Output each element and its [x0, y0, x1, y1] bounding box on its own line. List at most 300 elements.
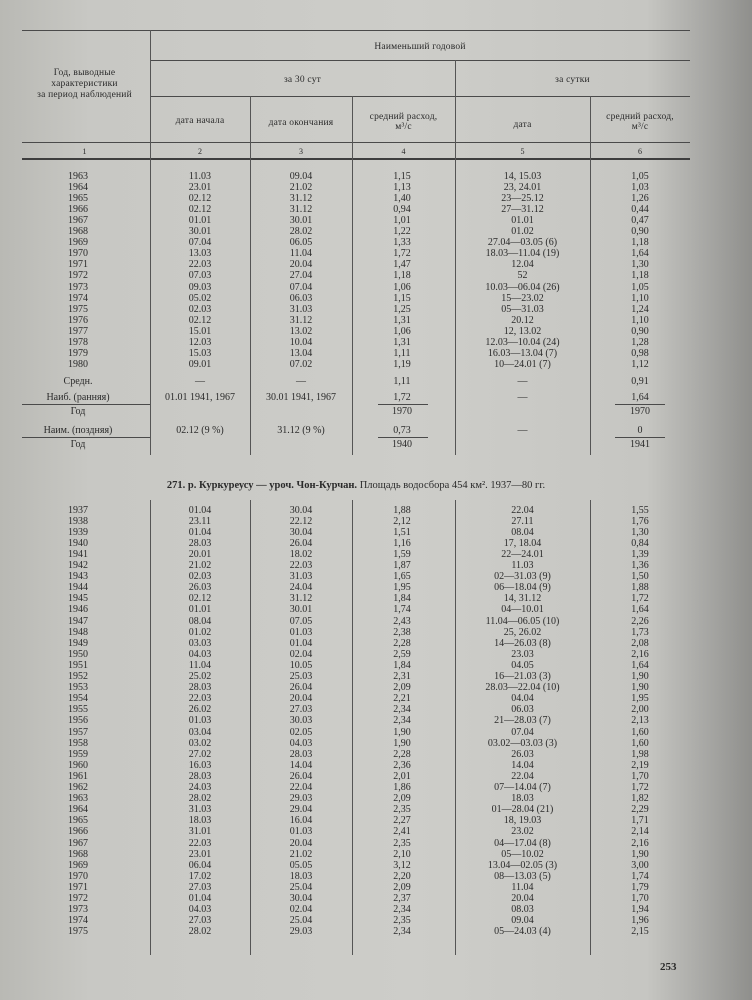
section2-title-details: Площадь водосбора 454 км². 1937—80 гг. [357, 480, 546, 491]
column-number: 1 [82, 147, 87, 156]
col1-header-line: за период наблюдений [37, 90, 132, 100]
mean-day-cell: 1,70 [631, 893, 649, 904]
year-cell: 1960 [68, 759, 88, 771]
rule [150, 60, 690, 61]
table-row [0, 259, 752, 270]
mean-30d-cell: 1,88 [393, 504, 411, 516]
rule [22, 437, 150, 438]
table-row [0, 204, 752, 215]
start-date-cell: 17.02 [188, 870, 212, 882]
start-date-cell: 18.03 [188, 815, 212, 827]
table-row [0, 392, 752, 403]
end-date-cell: 31.12 [289, 314, 313, 326]
rule [22, 30, 690, 31]
year-cell: 1954 [68, 693, 88, 705]
year-cell: 1945 [68, 593, 88, 605]
end-date-cell: 07.05 [289, 615, 313, 627]
end-date-cell: 02.04 [289, 648, 313, 660]
day-date-cell: — [517, 376, 528, 387]
mean-30d-cell: 0,73 [393, 425, 411, 436]
start-date-cell: 03.02 [188, 737, 212, 749]
start-date-cell: 07.04 [188, 237, 212, 249]
year-cell: 1952 [68, 671, 88, 682]
year-cell: 1944 [68, 582, 88, 594]
end-date-cell: 31.12 [289, 192, 313, 204]
end-date-cell: 01.03 [289, 626, 313, 638]
table-row [0, 527, 752, 538]
mean-day-cell: 1,88 [631, 582, 649, 594]
day-date-cell: 04.04 [511, 693, 534, 705]
end-date-cell: 18.03 [289, 870, 313, 882]
start-date-cell: 28.03 [188, 682, 212, 694]
year-cell: 1949 [68, 637, 88, 649]
start-date-cell: 08.04 [188, 615, 212, 627]
year-cell: 1975 [68, 303, 88, 315]
table-row [0, 304, 752, 315]
start-date-cell: 02.03 [188, 303, 212, 315]
end-date-cell: 02.05 [289, 726, 313, 738]
mean-day-cell: 1,18 [631, 237, 649, 249]
mean-day-cell: 1,28 [631, 337, 649, 348]
mean-day-cell: 1,90 [631, 671, 649, 682]
day-date-cell: 14, 15.03 [503, 170, 542, 182]
end-date-cell: 26.04 [289, 682, 313, 694]
year-cell: Наим. (поздняя) [43, 425, 113, 436]
day-date-cell: 27.04—03.05 (6) [487, 237, 558, 249]
start-date-cell: 04.03 [188, 904, 212, 916]
mean-30d-cell: 1,65 [393, 571, 411, 583]
day-date-cell: 27.11 [511, 515, 534, 527]
table-row [0, 193, 752, 204]
column-number: 2 [198, 147, 202, 156]
rule [378, 404, 428, 405]
end-date-cell: 31.12 (9 %) [277, 425, 325, 436]
mean-30d-cell: 1,33 [393, 237, 411, 249]
day-date-cell: 01—28.04 (21) [491, 804, 554, 816]
start-date-cell: — [195, 376, 205, 387]
mean-day-cell: 1,12 [631, 359, 649, 371]
end-date-cell: 22.04 [289, 782, 313, 793]
day-date-cell: 12, 13.02 [503, 325, 542, 337]
mean-30d-cell: 1,06 [393, 281, 411, 293]
mean-day-cell: 1,73 [631, 626, 649, 638]
table-row [0, 182, 752, 193]
mean-day-cell: 1,90 [631, 848, 649, 860]
start-date-cell: 24.03 [188, 782, 212, 793]
end-date-cell: 06.03 [289, 292, 313, 304]
mean-day-cell: 1,70 [631, 770, 649, 782]
mean-30d-cell: 1,13 [393, 181, 411, 193]
mean-day-cell: 1,60 [631, 737, 649, 749]
mean-30d-cell: 2,34 [393, 715, 411, 727]
day-date-cell: 13.04—02.05 (3) [487, 859, 558, 871]
start-date-cell: 15.03 [188, 348, 212, 360]
year-cell: 1976 [68, 314, 88, 326]
rule [615, 404, 665, 405]
mean-day-cell: 1,10 [631, 292, 649, 304]
end-date-cell: 25.03 [289, 671, 313, 682]
year-cell: 1970 [68, 248, 88, 260]
year-cell: 1973 [68, 904, 88, 916]
mean-day-cell: 1,64 [631, 392, 649, 403]
day-date-cell: 18, 19.03 [503, 815, 542, 827]
mean-day-cell: 1,60 [631, 726, 649, 738]
day-date-cell: 52 [517, 270, 528, 282]
day-date-cell: 04—17.04 (8) [494, 837, 551, 849]
day-date-cell: 05—31.03 [501, 303, 544, 315]
start-date-cell: 06.04 [188, 859, 212, 871]
year-cell: 1942 [68, 560, 88, 571]
year-cell: 1966 [68, 826, 88, 838]
start-date-cell: 26.03 [188, 582, 212, 594]
table-row [0, 815, 752, 826]
year-cell: 1937 [68, 504, 88, 516]
mean-30d-cell: 1,06 [393, 325, 411, 337]
day-date-cell: 03.02—03.03 (3) [487, 737, 558, 749]
mean-day-cell: 1,72 [631, 782, 649, 793]
start-date-cell: 27.03 [188, 915, 212, 927]
start-date-cell: 01.01 [188, 604, 212, 616]
year-cell: Год [70, 439, 86, 450]
start-date-cell: 22.03 [188, 259, 212, 271]
mean-30d-cell: 1,22 [393, 226, 411, 237]
section2-title [22, 480, 690, 491]
end-date-cell: 27.03 [289, 704, 313, 716]
table-row [0, 715, 752, 726]
mean-day-cell: 1,82 [631, 793, 649, 805]
mean-30d-cell: 2,10 [393, 848, 411, 860]
col1-header-line: характеристики [51, 79, 118, 89]
table-row [0, 359, 752, 370]
year-cell: 1967 [68, 214, 88, 226]
day-date-cell: 09.04 [511, 915, 534, 927]
table-row [0, 439, 752, 450]
start-date-cell: 23.11 [188, 515, 212, 527]
year-cell: 1961 [68, 770, 88, 782]
day-date-cell: 23.02 [511, 826, 534, 838]
table-row [0, 237, 752, 248]
end-date-cell: 05.05 [289, 859, 313, 871]
start-date-cell: 02.12 [188, 203, 212, 215]
column-number: 4 [401, 147, 406, 156]
end-date-cell: 10.05 [289, 659, 313, 671]
table-row [0, 315, 752, 326]
mean-day-cell: 2,08 [631, 637, 649, 649]
year-cell: 1951 [68, 659, 88, 671]
year-cell: 1973 [68, 281, 88, 293]
mean-30d-cell: 2,12 [393, 515, 411, 527]
start-date-cell: 23.01 [188, 181, 212, 193]
mean-30d-cell: 1,72 [393, 248, 411, 260]
year-cell: 1969 [68, 859, 88, 871]
year-cell: 1948 [68, 626, 88, 638]
mean-30d-cell: 2,59 [393, 648, 411, 660]
table-row [0, 804, 752, 815]
table-row [0, 560, 752, 571]
day-date-cell: 16.03—13.04 (7) [487, 348, 558, 360]
start-date-cell: 01.04 [188, 504, 212, 516]
rule [150, 96, 690, 97]
end-date-cell: 30.04 [289, 893, 313, 904]
end-date-cell: 30.01 [289, 214, 313, 226]
day-date-cell: 27—31.12 [501, 203, 544, 215]
end-date-cell: 07.04 [289, 281, 313, 293]
year-cell: 1975 [68, 926, 88, 938]
end-date-cell: 13.02 [289, 325, 313, 337]
table-row [0, 738, 752, 749]
day-date-cell: 22.04 [511, 504, 534, 516]
mean-30d-cell: 2,20 [393, 870, 411, 882]
table-row [0, 727, 752, 738]
mean-30d-cell: 1,19 [393, 359, 411, 371]
year-cell: 1980 [68, 359, 88, 371]
day-date-cell: — [517, 392, 528, 403]
year-cell: 1979 [68, 348, 88, 360]
end-date-cell: 01.04 [289, 637, 313, 649]
year-cell: 1955 [68, 704, 88, 716]
mean-30d-cell: 1,15 [393, 292, 411, 304]
day-date-cell: 22.04 [511, 770, 534, 782]
day-date-cell: — [517, 425, 528, 436]
mean-30d-cell: 1,15 [393, 170, 411, 182]
mean-day-cell: 1,26 [631, 192, 649, 204]
start-date-cell: 01.01 [188, 214, 212, 226]
start-date-cell: 28.02 [188, 793, 212, 805]
table-row [0, 406, 752, 417]
end-date-cell: 09.04 [289, 170, 313, 182]
mean-30d-cell: 2,34 [393, 704, 411, 716]
table-row [0, 682, 752, 693]
mean-30d-cell: 2,35 [393, 837, 411, 849]
day-date-cell: 07.04 [511, 726, 534, 738]
end-date-cell: 31.12 [289, 593, 313, 605]
mean-day-cell: 1,95 [631, 693, 649, 705]
table-row [0, 871, 752, 882]
end-date-cell: 29.03 [289, 793, 313, 805]
start-date-cell: 28.02 [188, 926, 212, 938]
day-date-cell: 23—25.12 [501, 192, 544, 204]
start-date-cell: 31.01 [188, 826, 212, 838]
table-row [0, 771, 752, 782]
end-date-cell: 20.04 [289, 693, 313, 705]
year-cell: 1968 [68, 226, 88, 237]
col2-header: дата начала [175, 116, 225, 126]
end-date-cell: 06.05 [289, 237, 313, 249]
mean-day-cell: 1,55 [631, 504, 649, 516]
table-row [0, 593, 752, 604]
mean-day-cell: 2,15 [631, 926, 649, 938]
mean-day-cell: 2,13 [631, 715, 649, 727]
mean-day-cell: 1,30 [631, 526, 649, 538]
table-row [0, 660, 752, 671]
start-date-cell: 15.01 [188, 325, 212, 337]
mean-day-cell: 1,50 [631, 571, 649, 583]
year-cell: 1943 [68, 571, 88, 583]
year-cell: 1965 [68, 815, 88, 827]
year-cell: 1974 [68, 915, 88, 927]
year-cell: Год [70, 406, 86, 417]
table-row [0, 226, 752, 237]
day-date-cell: 21—28.03 (7) [494, 715, 551, 727]
end-date-cell: 02.04 [289, 904, 313, 916]
table-row [0, 649, 752, 660]
day-date-cell: 01.01 [511, 214, 534, 226]
mean-30d-cell: 1,90 [393, 737, 411, 749]
start-date-cell: 13.03 [188, 248, 212, 260]
end-date-cell: 16.04 [289, 815, 313, 827]
rule [22, 404, 150, 405]
mean-day-cell: 2,19 [631, 759, 649, 771]
mean-day-cell: 0,90 [631, 325, 649, 337]
end-date-cell: 21.02 [289, 848, 313, 860]
end-date-cell: 30.01 [289, 604, 313, 616]
table-row [0, 849, 752, 860]
start-date-cell: 28.03 [188, 770, 212, 782]
table-row [0, 893, 752, 904]
start-date-cell: 22.03 [188, 837, 212, 849]
mean-30d-cell: 2,34 [393, 904, 411, 916]
mean-day-cell: 2,26 [631, 615, 649, 627]
day-date-cell: 04.05 [511, 659, 534, 671]
table-row [0, 215, 752, 226]
start-date-cell: 22.03 [188, 693, 212, 705]
end-date-cell: — [296, 376, 306, 387]
day-date-cell: 16—21.03 (3) [494, 671, 551, 682]
year-cell: 1950 [68, 648, 88, 660]
end-date-cell: 11.04 [289, 248, 313, 260]
end-date-cell: 18.02 [289, 548, 313, 560]
mean-30d-cell: 2,27 [393, 815, 411, 827]
mean-30d-cell: 1,01 [393, 214, 411, 226]
mean-30d-cell: 1,25 [393, 303, 411, 315]
mean-day-cell: 1941 [630, 439, 650, 450]
end-date-cell: 30.04 [289, 504, 313, 516]
table-row [0, 171, 752, 182]
mean-30d-cell: 1970 [392, 406, 412, 417]
mean-30d-cell: 0,94 [393, 203, 411, 215]
mean-30d-cell: 2,28 [393, 637, 411, 649]
day-date-cell: 23, 24.01 [503, 181, 542, 193]
start-date-cell: 02.03 [188, 571, 212, 583]
start-date-cell: 21.02 [188, 560, 212, 571]
table-row [0, 915, 752, 926]
day-date-cell: 06.03 [511, 704, 534, 716]
end-date-cell: 20.04 [289, 837, 313, 849]
mean-30d-cell: 2,35 [393, 804, 411, 816]
day-date-cell: 02—31.03 (9) [494, 571, 551, 583]
table-row [0, 826, 752, 837]
start-date-cell: 11.03 [188, 170, 212, 182]
end-date-cell: 26.04 [289, 770, 313, 782]
mean-30d-cell: 2,36 [393, 759, 411, 771]
end-date-cell: 10.04 [289, 337, 313, 348]
rule [378, 437, 428, 438]
year-cell: 1978 [68, 337, 88, 348]
mean-30d-cell: 1,84 [393, 659, 411, 671]
table-row [0, 882, 752, 893]
mean-30d-cell: 1,87 [393, 560, 411, 571]
mean-30d-cell: 1,74 [393, 604, 411, 616]
end-date-cell: 01.03 [289, 826, 313, 838]
end-date-cell: 04.03 [289, 737, 313, 749]
day-date-cell: 15—23.02 [501, 292, 544, 304]
mean-day-cell: 1,36 [631, 560, 649, 571]
table-row [0, 248, 752, 259]
mean-30d-cell: 2,31 [393, 671, 411, 682]
group-title: Наименьший годовой [374, 42, 466, 52]
mean-30d-cell: 2,41 [393, 826, 411, 838]
day-date-cell: 08—13.03 (5) [494, 870, 551, 882]
end-date-cell: 31.03 [289, 571, 313, 583]
table-row [0, 348, 752, 359]
day-date-cell: 14.04 [511, 759, 534, 771]
mean-30d-cell: 1,84 [393, 593, 411, 605]
year-cell: 1972 [68, 270, 88, 282]
year-cell: 1964 [68, 181, 88, 193]
start-date-cell: 03.04 [188, 726, 212, 738]
day-date-cell: 20.12 [511, 314, 534, 326]
end-date-cell: 28.03 [289, 748, 313, 760]
table-row [0, 760, 752, 771]
mean-day-cell: 1,18 [631, 270, 649, 282]
start-date-cell: 16.03 [188, 759, 212, 771]
mean-day-cell: 2,29 [631, 804, 649, 816]
col6-header-line: м³/с [631, 122, 649, 132]
end-date-cell: 30.01 1941, 1967 [266, 392, 336, 403]
table-row [0, 549, 752, 560]
start-date-cell: 04.03 [188, 648, 212, 660]
start-date-cell: 27.03 [188, 881, 212, 893]
mean-30d-cell: 1,47 [393, 259, 411, 271]
year-cell: 1968 [68, 848, 88, 860]
table-row [0, 425, 752, 436]
table-row [0, 793, 752, 804]
day-date-cell: 23.03 [511, 648, 534, 660]
mean-day-cell: 1970 [630, 406, 650, 417]
start-date-cell: 01.01 1941, 1967 [165, 392, 235, 403]
mean-30d-cell: 2,35 [393, 915, 411, 927]
table-row [0, 838, 752, 849]
table-row [0, 693, 752, 704]
mean-30d-cell: 2,09 [393, 682, 411, 694]
mean-30d-cell: 1,18 [393, 270, 411, 282]
mean-30d-cell: 2,28 [393, 748, 411, 760]
mean-30d-cell: 1,72 [393, 392, 411, 403]
col6-header-line: средний расход, [606, 112, 674, 122]
table-row [0, 337, 752, 348]
col3-header: дата окончания [268, 118, 334, 128]
start-date-cell: 09.01 [188, 359, 212, 371]
table-row [0, 627, 752, 638]
table-row [0, 582, 752, 593]
end-date-cell: 13.04 [289, 348, 313, 360]
year-cell: 1957 [68, 726, 88, 738]
day-date-cell: 12.03—10.04 (24) [485, 337, 560, 348]
mean-30d-cell: 1,90 [393, 726, 411, 738]
day-date-cell: 17, 18.04 [503, 537, 542, 549]
mean-day-cell: 1,39 [631, 548, 649, 560]
mean-day-cell: 1,72 [631, 593, 649, 605]
year-cell: 1974 [68, 292, 88, 304]
start-date-cell: 01.03 [188, 715, 212, 727]
year-cell: 1953 [68, 682, 88, 694]
start-date-cell: 27.02 [188, 748, 212, 760]
end-date-cell: 21.02 [289, 181, 313, 193]
year-cell: 1941 [68, 548, 88, 560]
mean-30d-cell: 2,34 [393, 926, 411, 938]
year-cell: 1962 [68, 782, 88, 793]
col1-header-line: Год, выводные [53, 68, 116, 78]
